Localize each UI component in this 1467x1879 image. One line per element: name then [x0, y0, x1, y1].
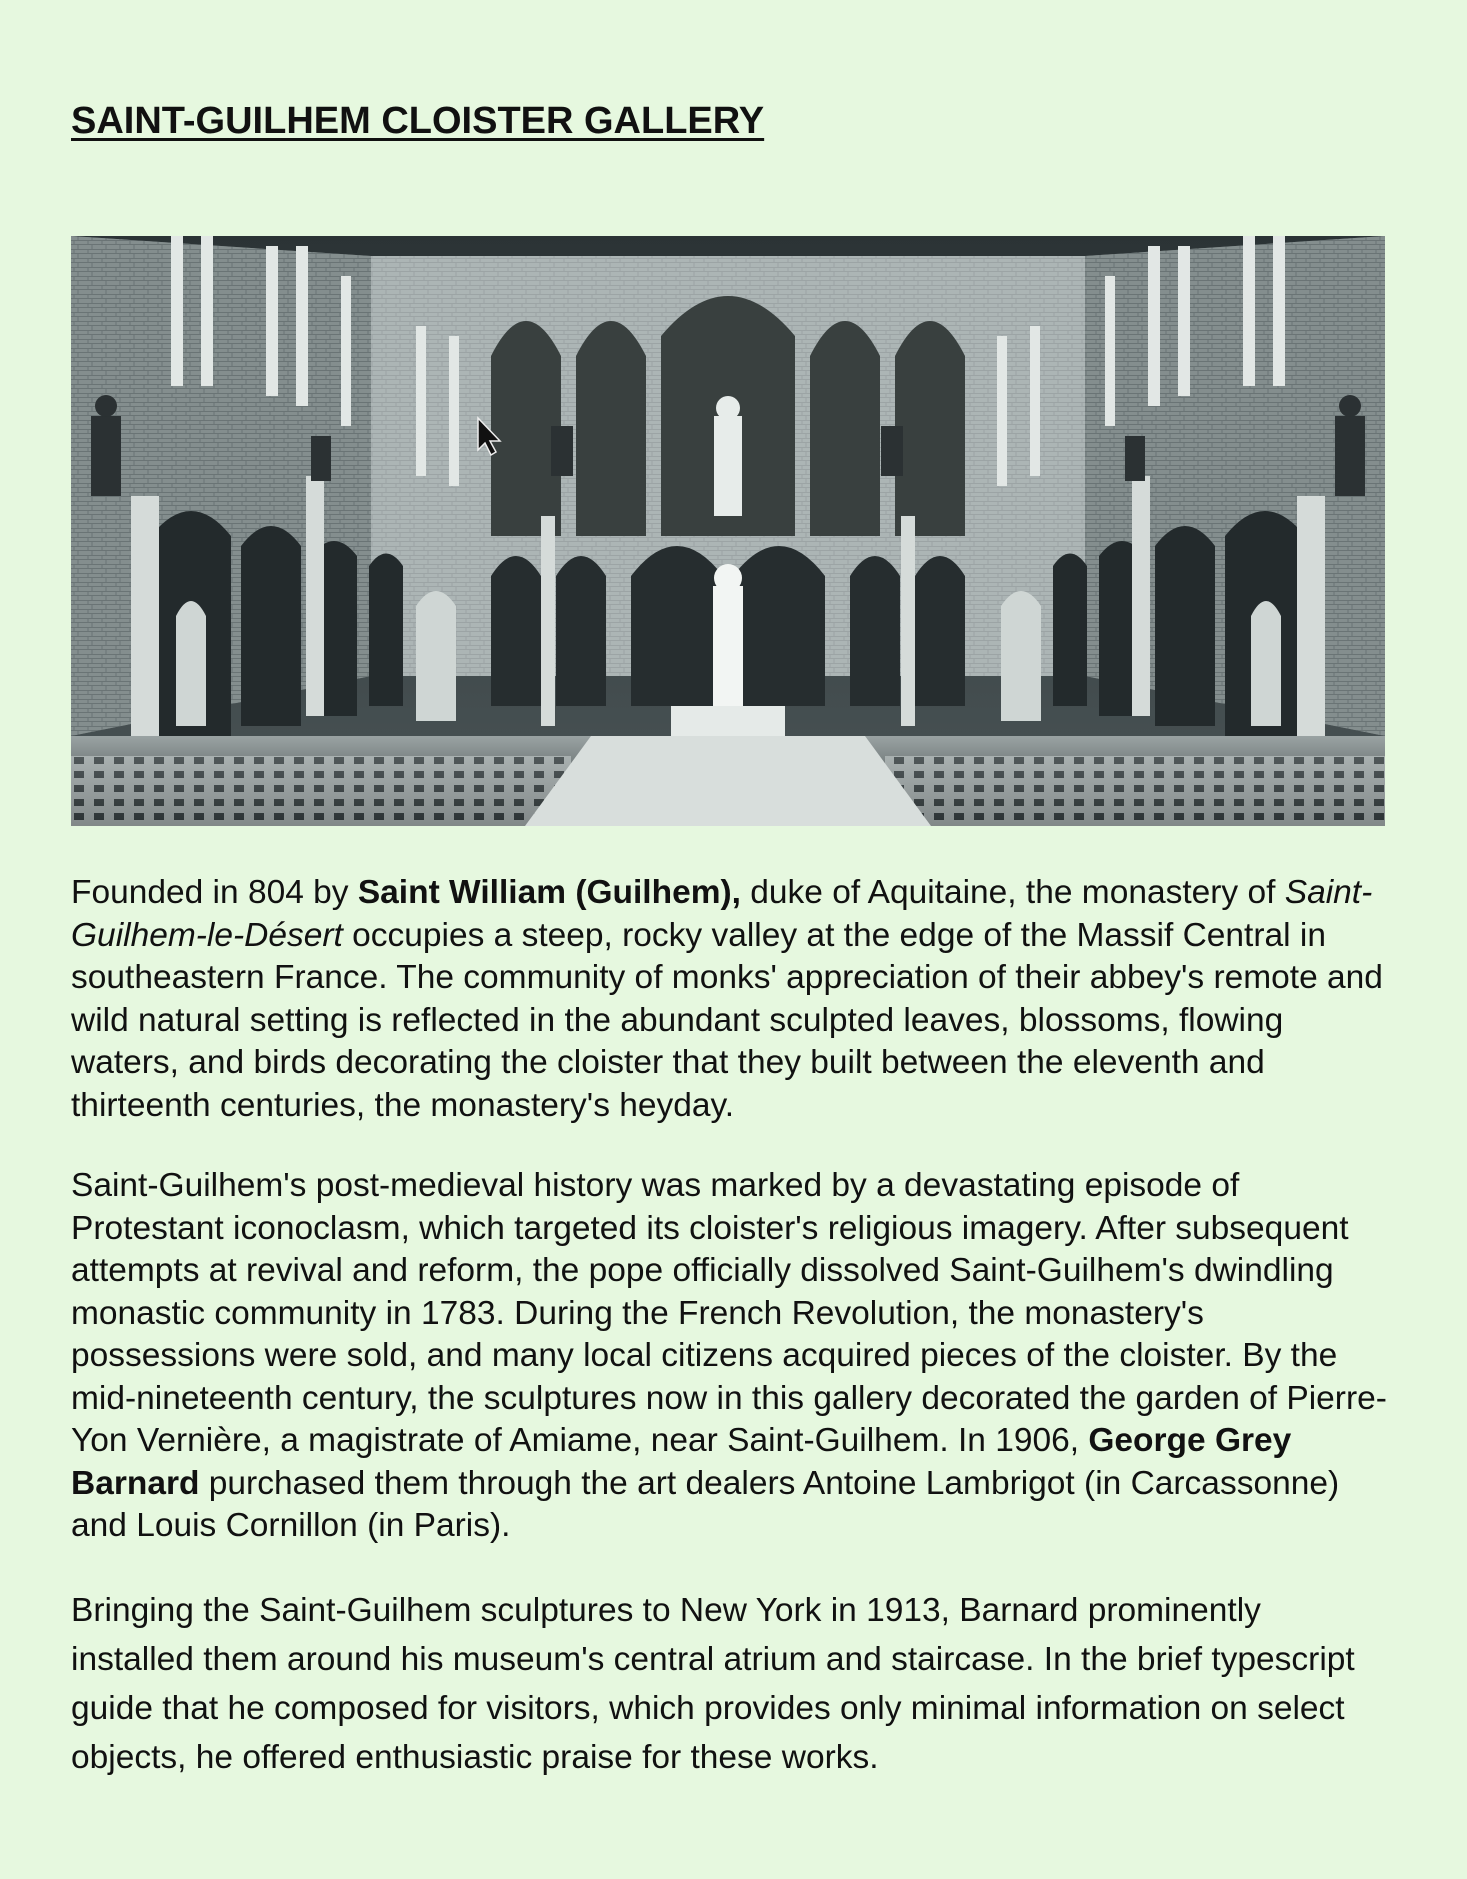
description-text [71, 872, 1387, 1820]
paragraph-history: Saint-Guilhem's post-medieval history was marked by a devastating episode of Protestant iconoclasm, which targeted its cloister's religious imagery. After subsequent attempts at revival and reform, the pope officially dissolved Saint-Guilhem's dwindling monastic community in 1783. During the French Revolution, the monastery's possessions were sold, and many local citizens acquired pieces of the cloister. By the mid-nineteenth century, the sculptures now in this gallery decorated the garden of Pierre-Yon Vernière, a magistrate of Amiame, near Saint-Guilhem. In 1906, George Grey Barnard purchased them through the art dealers Antoine Lambrigot (in Carcassonne) and Louis Cornillon (in Paris). [71, 1167, 1387, 1544]
barnard-name: George Grey Barnard [71, 1422, 1292, 1502]
cloister-illustration [71, 236, 1385, 826]
paragraph-founding: Founded in 804 by Saint William (Guilhem), duke of Aquitaine, the monastery of Saint-Guilhem-le-Désert occupies a steep, rocky valley at the edge of the Massif Central in southeastern France. The community of monks' appreciation of their abbey's remote and wild natural setting is reflected in the abundant sculpted leaves, blossoms, flowing waters, and birds decorating the cloister that they built between the eleventh and thirteenth centuries, the monastery's heyday. [71, 874, 1383, 1124]
page-title: SAINT-GUILHEM CLOISTER GALLERY [71, 100, 765, 142]
monastery-name: Saint-Guilhem-le-Désert [71, 874, 1373, 954]
cloister-photo [71, 236, 1385, 826]
saint-william-name: Saint William (Guilhem), [357, 874, 741, 911]
paragraph-new-york: Bringing the Saint-Guilhem sculptures to New York in 1913, Barnard prominently installed them around his museum's central atrium and staircase. In the brief typescript guide that he composed for visitors, which provides only minimal information on select objects, he offered enthusiastic praise for these works. [71, 1591, 1355, 1776]
